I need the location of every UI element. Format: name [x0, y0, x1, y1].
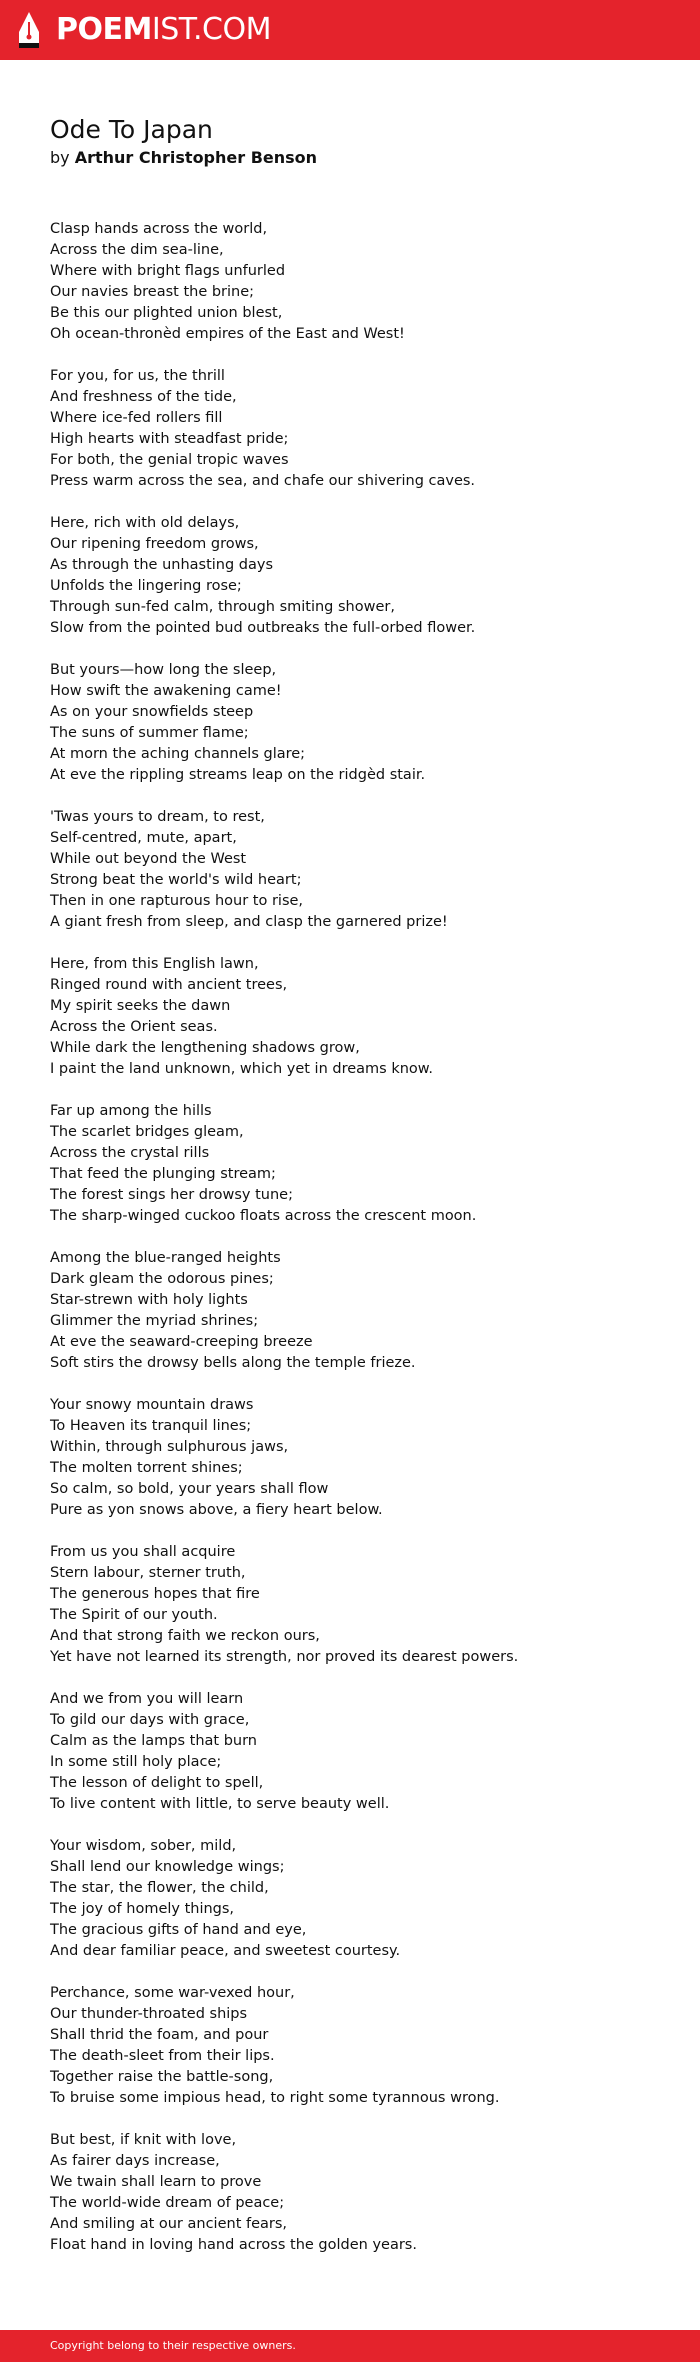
- poem-line: The joy of homely things,: [50, 1901, 235, 1917]
- poem-line: From us you shall acquire: [50, 1544, 236, 1560]
- poem-line: Across the dim sea-line,: [50, 242, 224, 258]
- poem-line: Our ripening freedom grows,: [50, 536, 259, 552]
- poem-line: For you, for us, the thrill: [50, 368, 225, 384]
- poem-line: Shall thrid the foam, and pour: [50, 2027, 269, 2043]
- poem-line: Slow from the pointed bud outbreaks the full-orbed flower.: [50, 620, 476, 636]
- poem-line: To live content with little, to serve beauty well.: [50, 1796, 390, 1812]
- poem-line: My spirit seeks the dawn: [50, 998, 231, 1014]
- pen-nib-icon: [16, 10, 42, 50]
- poem-line: The generous hopes that fire: [50, 1586, 260, 1602]
- poem-line: But best, if knit with love,: [50, 2132, 237, 2148]
- poem-stanza: [50, 1983, 670, 2109]
- by-label: by: [50, 148, 70, 167]
- poem-line: At eve the rippling streams leap on the ridgèd stair.: [50, 767, 426, 783]
- poem-line: At morn the aching channels glare;: [50, 746, 306, 762]
- poem-line: Be this our plighted union blest,: [50, 305, 283, 321]
- poem-line: The sharp-winged cuckoo floats across the crescent moon.: [50, 1208, 477, 1224]
- poem-line: A giant fresh from sleep, and clasp the garnered prize!: [50, 914, 448, 930]
- poem-line: Star-strewn with holy lights: [50, 1292, 248, 1308]
- poem-line: To Heaven its tranquil lines;: [50, 1418, 252, 1434]
- poem-line: Yet have not learned its strength, nor proved its dearest powers.: [50, 1649, 519, 1665]
- poem-line: As on your snowfields steep: [50, 704, 254, 720]
- footer-bar: [0, 2330, 700, 2362]
- poem-line: Through sun-fed calm, through smiting shower,: [50, 599, 395, 615]
- poem-line: The scarlet bridges gleam,: [50, 1124, 244, 1140]
- poem-line: The Spirit of our youth.: [50, 1607, 218, 1623]
- poem-line: Where with bright flags unfurled: [50, 263, 286, 279]
- poem-line: Here, rich with old delays,: [50, 515, 240, 531]
- poem-line: The world-wide dream of peace;: [50, 2195, 285, 2211]
- poem-line: Within, through sulphurous jaws,: [50, 1439, 289, 1455]
- poem-line: Shall lend our knowledge wings;: [50, 1859, 285, 1875]
- poem-line: And freshness of the tide,: [50, 389, 237, 405]
- poem-body: [50, 219, 670, 2277]
- poem-stanza: [50, 1836, 670, 1962]
- poem-line: Then in one rapturous hour to rise,: [50, 893, 304, 909]
- logo-bold-text: POEM: [56, 12, 152, 47]
- poem-line: The death-sleet from their lips.: [50, 2048, 275, 2064]
- poem-stanza: [50, 1248, 670, 1374]
- poem-line: Among the blue-ranged heights: [50, 1250, 281, 1266]
- poem-line: Dark gleam the odorous pines;: [50, 1271, 274, 1287]
- poem-stanza: [50, 954, 670, 1080]
- poem-stanza: [50, 2130, 670, 2256]
- poem-line: Here, from this English lawn,: [50, 956, 259, 972]
- poem-line: The gracious gifts of hand and eye,: [50, 1922, 307, 1938]
- top-bar: [0, 0, 700, 60]
- poem-line: 'Twas yours to dream, to rest,: [50, 809, 265, 825]
- poem-stanza: [50, 660, 670, 786]
- poem-stanza: [50, 1395, 670, 1521]
- poem-line: That feed the plunging stream;: [50, 1166, 276, 1182]
- poem-line: Your snowy mountain draws: [50, 1397, 254, 1413]
- poem-line: While dark the lengthening shadows grow,: [50, 1040, 360, 1056]
- poem-line: Stern labour, sterner truth,: [50, 1565, 246, 1581]
- poem-line: Calm as the lamps that burn: [50, 1733, 257, 1749]
- poem-stanza: [50, 1542, 670, 1668]
- poem-line: Oh ocean-thronèd empires of the East and West!: [50, 326, 405, 342]
- poem-line: And that strong faith we reckon ours,: [50, 1628, 320, 1644]
- poem-line: Your wisdom, sober, mild,: [50, 1838, 237, 1854]
- poem-line: To gild our days with grace,: [50, 1712, 250, 1728]
- poem-author: Arthur Christopher Benson: [74, 148, 318, 167]
- poem-line: In some still holy place;: [50, 1754, 222, 1770]
- poem-line: Glimmer the myriad shrines;: [50, 1313, 259, 1329]
- poem-stanza: [50, 1689, 670, 1815]
- poem-line: Self-centred, mute, apart,: [50, 830, 237, 846]
- poem-line: Across the Orient seas.: [50, 1019, 218, 1035]
- poem-line: The lesson of delight to spell,: [50, 1775, 264, 1791]
- poem-line: The suns of summer flame;: [50, 725, 249, 741]
- poem-stanza: [50, 1101, 670, 1227]
- poem-line: The molten torrent shines;: [50, 1460, 243, 1476]
- poem-stanza: [50, 366, 670, 492]
- poem-line: And smiling at our ancient fears,: [50, 2216, 288, 2232]
- poem-line: Ringed round with ancient trees,: [50, 977, 288, 993]
- poem-line: The forest sings her drowsy tune;: [50, 1187, 293, 1203]
- poem-line: High hearts with steadfast pride;: [50, 431, 289, 447]
- poem-line: At eve the seaward-creeping breeze: [50, 1334, 313, 1350]
- poem-line: As through the unhasting days: [50, 557, 274, 573]
- copyright-text: Copyright belong to their respective owners.: [50, 2339, 296, 2352]
- poem-line: Our thunder-throated ships: [50, 2006, 248, 2022]
- poem-line: Soft stirs the drowsy bells along the temple frieze.: [50, 1355, 416, 1371]
- poem-stanza: [50, 219, 670, 345]
- poem-line: For both, the genial tropic waves: [50, 452, 289, 468]
- poem-line: Pure as yon snows above, a fiery heart below.: [50, 1502, 383, 1518]
- poem-line: The star, the flower, the child,: [50, 1880, 269, 1896]
- poem-line: Together raise the battle-song,: [50, 2069, 274, 2085]
- poem-stanza: [50, 513, 670, 639]
- site-logo-text: [56, 10, 271, 50]
- poem-line: And we from you will learn: [50, 1691, 244, 1707]
- poem-byline: [50, 146, 317, 170]
- poem-line: Press warm across the sea, and chafe our shivering caves.: [50, 473, 476, 489]
- poem-line: While out beyond the West: [50, 851, 247, 867]
- poem-line: How swift the awakening came!: [50, 683, 282, 699]
- poem-line: I paint the land unknown, which yet in dreams know.: [50, 1061, 433, 1077]
- poem-line: Our navies breast the brine;: [50, 284, 255, 300]
- site-logo-link[interactable]: [16, 10, 271, 50]
- poem-line: But yours—how long the sleep,: [50, 662, 277, 678]
- poem-line: Far up among the hills: [50, 1103, 212, 1119]
- poem-line: Perchance, some war-vexed hour,: [50, 1985, 295, 2001]
- poem-line: Across the crystal rills: [50, 1145, 210, 1161]
- poem-line: We twain shall learn to prove: [50, 2174, 262, 2190]
- poem-line: Float hand in loving hand across the golden years.: [50, 2237, 417, 2253]
- poem-line: Unfolds the lingering rose;: [50, 578, 242, 594]
- poem-line: Where ice-fed rollers fill: [50, 410, 223, 426]
- poem-line: To bruise some impious head, to right some tyrannous wrong.: [50, 2090, 500, 2106]
- poem-line: Clasp hands across the world,: [50, 221, 268, 237]
- poem-title: Ode To Japan: [50, 115, 213, 144]
- poem-stanza: [50, 807, 670, 933]
- poem-line: As fairer days increase,: [50, 2153, 220, 2169]
- poem-line: So calm, so bold, your years shall flow: [50, 1481, 329, 1497]
- poem-line: Strong beat the world's wild heart;: [50, 872, 302, 888]
- logo-light-text: IST.COM: [151, 12, 271, 47]
- poem-line: And dear familiar peace, and sweetest courtesy.: [50, 1943, 401, 1959]
